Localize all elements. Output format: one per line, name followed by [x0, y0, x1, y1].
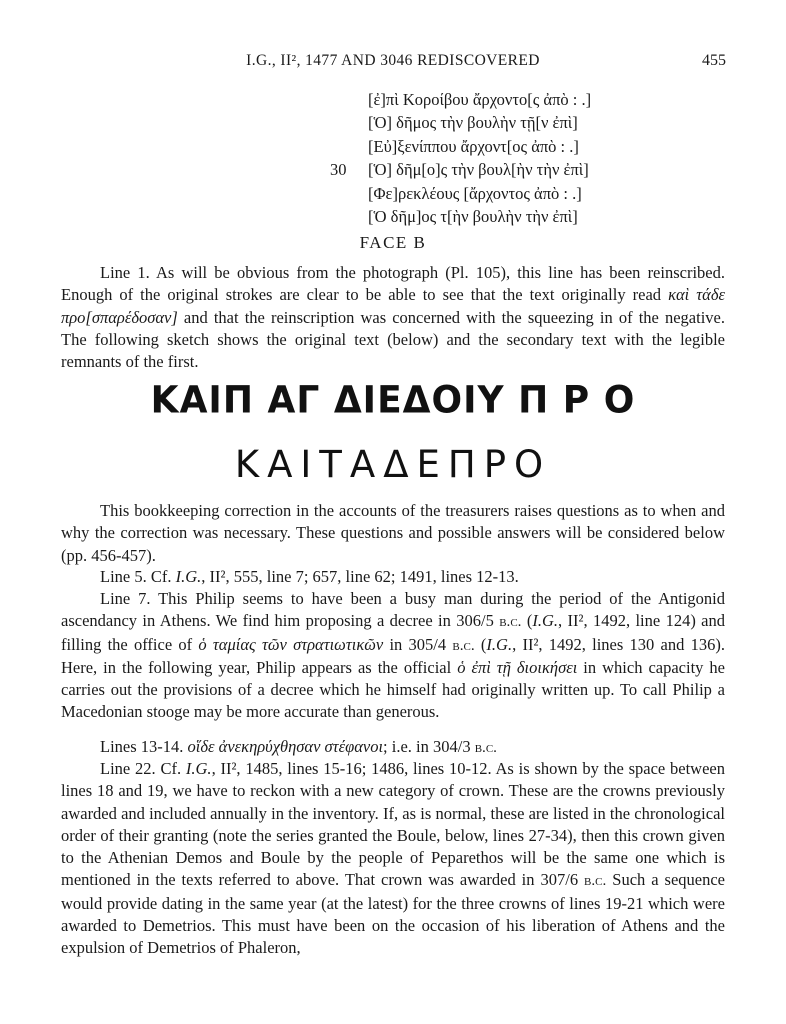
- inscription-line: [330, 182, 591, 205]
- running-title: I.G., II², 1477 AND 3046 REDISCOVERED: [246, 52, 540, 69]
- para5-bc: b.c.: [474, 739, 497, 756]
- para4-text-h: , II², 1492, lines 130 and 136). Here, in the following year, Philip appears as the official: [61, 634, 725, 677]
- inscription-text: [Ὁ] δῆμ[ο]ς τὴν βουλ[ὴν τὴν ἐπὶ]: [368, 160, 589, 180]
- para2-text: This bookkeeping correction in the accounts of the treasurers raises questions as to when and why the correction was necessary. These questions and possible answers will be considered below (pp. 456-457).: [61, 501, 725, 565]
- para4-ig2: I.G.: [486, 634, 513, 654]
- para6-text-c: , II², 1485, lines 15-16; 1486, lines 10-12. As is shown by the space between lines 18 and 19, we have to reckon with a new category of crown. These are the crowns previously awarded and included annually in the inventory. If, as is normal, these are listed in the chronological order of their granting (note the series granted the Boule, below, lines 27-34), then this crown given to the Athenian Demos and Boule by the people of Peparethos will be the same one which is mentioned in the texts referred to above. That crown was awarded in 307/6: [61, 759, 725, 890]
- page-number: 455: [702, 52, 726, 69]
- para5-text-b: ; i.e. in 304/3: [383, 737, 475, 756]
- para4-greek2: ὁ ἐπὶ τῇ διοικήσει: [457, 657, 578, 677]
- paragraph-bookkeeping: [61, 500, 725, 567]
- para4-text-i: in which capacity he carries out the provisions of a decree which he himself had originally written up. To call Philip a Macedonian stooge may be more accurate than generous.: [61, 657, 725, 722]
- para1-text-a: Line 1. As will be obvious from the photograph (Pl. 105), this line has been reinscribed. Enough of the original strokes are clear to be able to see that the text originally read: [61, 263, 725, 305]
- inscription-line: [330, 205, 591, 228]
- para1-text-b: and that the reinscription was concerned with the squeezing in of the negative. The following sketch shows the original text (below) and the secondary text with the legible remnants of the first.: [61, 307, 725, 372]
- inscription-text: [Εὐ]ξενίππου ἄρχοντ[ος ἀπὸ : .]: [368, 136, 579, 156]
- para3-text-a: Line 5. Cf.: [100, 567, 176, 586]
- inscription-line: [330, 135, 591, 158]
- para4-greek1: ὁ ταμίας τῶν στρατιωτικῶν: [198, 634, 384, 654]
- paragraph-lines-13-14: [61, 736, 725, 759]
- paragraph-line-5: [61, 566, 725, 588]
- face-heading: FACE B: [359, 233, 427, 252]
- inscription-text: [ἐ]πὶ Κοροίβου ἄρχοντο[ς ἀπὸ : .]: [368, 90, 592, 109]
- inscription-block: [330, 88, 591, 228]
- para6-bc: b.c.: [584, 872, 607, 890]
- para5-text-a: Lines 13-14.: [100, 737, 188, 756]
- para4-bc1: b.c.: [499, 613, 522, 631]
- inscription-text: [Ὁ] δῆμος τὴν βουλὴν τῇ[ν ἐπὶ]: [368, 113, 578, 133]
- paragraph-line-7: [61, 588, 725, 724]
- para4-text-d: , II², 1492, line 124) and filling the office of: [61, 611, 726, 654]
- inscription-line: [330, 158, 591, 181]
- para4-text-f: (: [474, 634, 487, 654]
- para3-text-c: , II², 555, line 7; 657, line 62; 1491, lines 12-13.: [201, 567, 519, 586]
- running-head: [60, 52, 726, 74]
- sketch-original-text: ΚΑΙΤΑΔΕΠΡΟ: [234, 443, 552, 486]
- line-number: 30: [330, 160, 347, 180]
- para6-ig: I.G.: [185, 759, 212, 778]
- sketch-secondary-text: ΚΑΙΠ ΑΓ ΔΙΕΔΟΙΥ Π Ρ Ο: [150, 378, 636, 423]
- inscription-line: [330, 88, 591, 111]
- para4-text-b: (: [521, 611, 533, 631]
- para4-text-a: Line 7. This Philip seems to have been a busy man during the period of the Antigonid ascendancy in Athens. We find him proposing a decree in 306/5: [61, 589, 725, 631]
- para3-ig: I.G.: [175, 567, 202, 586]
- para4-text-e: in 305/4: [383, 634, 453, 654]
- inscription-text: [Ὁ δῆμ]ος τ[ὴν βουλὴν τὴν ἐπὶ]: [368, 207, 578, 227]
- para6-text-d: Such a sequence would provide dating in the same year (at the latest) for the three crowns of lines 19-21 which were awarded to Demetrios. This must have been on the occasion of his liberation of Athens and the expulsion of Demetrios of Phaleron,: [61, 870, 725, 958]
- paragraph-line-22: [61, 758, 725, 960]
- para1-greek: καὶ τάδε προ[σπαρέδοσαν]: [61, 285, 726, 327]
- para4-ig1: I.G.: [532, 611, 559, 631]
- inscription-text: [Φε]ρεκλέους [ἄρχοντος ἀπὸ : .]: [368, 183, 582, 203]
- paragraph-line-1: [61, 262, 725, 373]
- para5-greek: οἵδε ἀνεκηρύχθησαν στέφανοι: [187, 737, 384, 756]
- para4-bc2: b.c.: [452, 636, 475, 654]
- para6-text-a: Line 22. Cf.: [100, 759, 186, 778]
- inscription-line: [330, 111, 591, 134]
